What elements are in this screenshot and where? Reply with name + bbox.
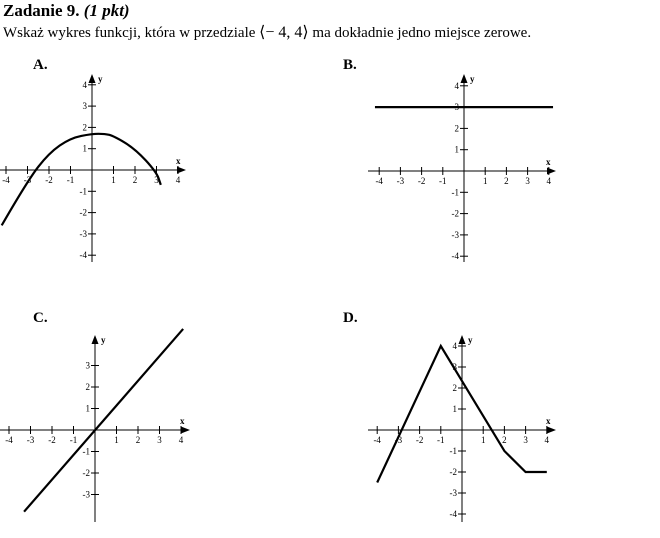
x-tick-label-a: 3: [154, 175, 159, 185]
y-tick-label-b: 1: [454, 144, 459, 155]
x-tick-label-b: 4: [546, 176, 552, 186]
prompt-before: Wskaż wykres funkcji, która w przedziale: [3, 25, 256, 41]
x-tick-label-c: -3: [26, 435, 35, 445]
x-axis-name-c: x: [180, 416, 185, 426]
y-axis-name-b: y: [470, 74, 475, 84]
x-tick-label-a: 1: [111, 175, 116, 185]
option-label-d[interactable]: D.: [343, 310, 358, 326]
y-tick-label-a: 4: [82, 79, 87, 90]
x-tick-label-c: 3: [157, 435, 162, 445]
y-axis-name-c: y: [101, 335, 106, 345]
y-axis-arrow-c: [92, 335, 99, 344]
x-tick-label-c: -4: [5, 435, 13, 445]
x-tick-label-c: 2: [135, 435, 141, 445]
x-tick-label-a: -3: [23, 175, 32, 185]
x-tick-label-d: -4: [373, 435, 381, 445]
x-tick-label-a: -4: [2, 175, 10, 185]
x-tick-label-b: 1: [482, 176, 488, 186]
y-tick-label-a: -3: [79, 228, 87, 239]
x-tick-label-d: -1: [437, 435, 445, 445]
y-axis-arrow-a: [89, 74, 96, 83]
x-tick-label-a: -1: [66, 175, 75, 185]
y-tick-label-b: 2: [454, 123, 459, 134]
y-tick-label-b: -3: [451, 229, 459, 240]
x-tick-label-d: 1: [480, 435, 486, 445]
x-tick-label-b: 2: [504, 176, 509, 186]
y-tick-label-c: -2: [82, 468, 90, 478]
y-tick-label-d: 1: [452, 404, 457, 414]
x-tick-label-b: 3: [525, 176, 530, 186]
x-axis-arrow-c: [181, 427, 190, 434]
x-tick-label-d: 3: [523, 435, 528, 445]
y-tick-label-b: 4: [454, 80, 459, 91]
y-tick-label-b: 3: [454, 102, 459, 113]
y-tick-label-d: -4: [449, 509, 457, 519]
y-tick-label-c: 3: [85, 360, 90, 371]
y-tick-label-b: -2: [451, 208, 459, 219]
y-axis-arrow-b: [461, 74, 468, 83]
x-tick-label-b: -4: [375, 176, 383, 186]
x-tick-label-d: 2: [502, 435, 507, 445]
y-tick-label-a: -1: [79, 186, 87, 197]
y-tick-label-c: 1: [85, 403, 90, 414]
y-tick-label-a: 1: [82, 143, 87, 154]
x-tick-label-b: -1: [439, 176, 447, 186]
x-tick-label-d: -2: [415, 435, 424, 445]
x-tick-label-a: 2: [132, 175, 138, 185]
y-tick-label-c: 2: [85, 382, 90, 392]
option-label-c[interactable]: C.: [33, 310, 48, 326]
y-tick-label-c: -1: [82, 446, 90, 457]
y-tick-label-b: -4: [451, 251, 459, 262]
x-tick-label-c: 4: [178, 435, 184, 445]
x-axis-name-a: x: [176, 156, 181, 166]
x-tick-label-c: 1: [114, 435, 119, 445]
y-tick-label-d: 2: [452, 383, 457, 393]
y-tick-label-a: -2: [79, 207, 87, 218]
y-axis-name-d: y: [468, 335, 473, 345]
y-tick-label-d: -3: [449, 488, 457, 498]
x-tick-label-d: -3: [394, 435, 403, 445]
x-tick-label-c: -2: [48, 435, 56, 445]
y-tick-label-a: 3: [82, 101, 87, 112]
y-tick-label-b: -1: [451, 187, 459, 198]
x-tick-label-a: 4: [175, 175, 181, 185]
prompt-after: ma dokładnie jedno miejsce zerowe.: [312, 25, 532, 41]
y-axis-name-a: y: [98, 74, 103, 84]
x-axis-arrow-d: [547, 427, 556, 434]
x-tick-label-d: 4: [544, 435, 550, 445]
option-label-a[interactable]: A.: [33, 57, 48, 73]
y-tick-label-d: -1: [449, 446, 457, 456]
x-axis-name-d: x: [546, 416, 551, 426]
function-curve-c: [24, 329, 183, 512]
y-axis-arrow-d: [459, 335, 466, 344]
x-axis-name-b: x: [546, 157, 551, 167]
x-tick-label-c: -1: [69, 435, 78, 445]
task-number: Zadanie 9.: [3, 1, 80, 20]
y-tick-label-a: 2: [82, 122, 87, 133]
y-tick-label-d: 4: [452, 341, 457, 351]
y-tick-label-a: -4: [79, 250, 87, 261]
x-tick-label-a: -2: [45, 175, 53, 185]
y-tick-label-d: 3: [452, 362, 457, 372]
task-points: (1 pkt): [83, 1, 130, 20]
x-tick-label-b: -3: [396, 176, 405, 186]
y-tick-label-c: -3: [82, 489, 90, 500]
x-tick-label-b: -2: [417, 176, 426, 186]
y-tick-label-d: -2: [449, 467, 457, 477]
option-label-b[interactable]: B.: [343, 57, 357, 73]
prompt-interval: ⟨− 4, 4⟩: [259, 24, 309, 41]
